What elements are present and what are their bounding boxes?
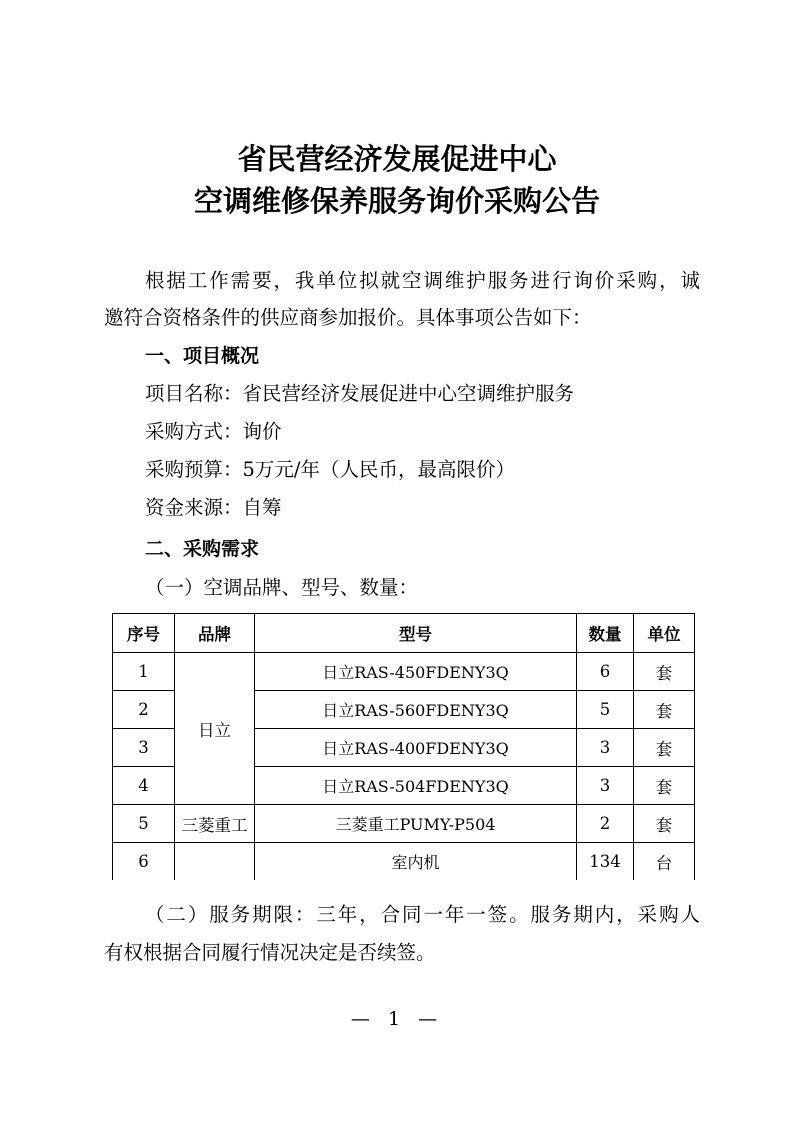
cell-model: 三菱重工PUMY-P504: [255, 805, 577, 843]
cell-no: 2: [113, 691, 175, 729]
cell-no: 3: [113, 729, 175, 767]
intro-line1: 根据工作需要，我单位拟就空调维护服务进行询价采购，诚: [145, 269, 700, 292]
aircon-table: [112, 613, 695, 880]
cell-no: 1: [113, 653, 175, 691]
procurement-budget: 采购预算：5万元/年（人民币，最高限价）: [145, 458, 515, 481]
cell-brand: [175, 843, 255, 881]
cell-unit: 套: [634, 653, 695, 691]
cell-brand: 三菱重工: [175, 805, 255, 843]
procurement-method: 采购方式：询价: [145, 420, 282, 443]
intro-line2: 邀符合资格条件的供应商参加报价。具体事项公告如下：: [104, 306, 592, 329]
section1-heading: 一、项目概况: [145, 345, 260, 367]
subsection2-line1: （二）服务期限：三年，合同一年一签。服务期内，采购人: [145, 903, 700, 926]
funding-source: 资金来源：自筹: [145, 496, 282, 519]
cell-qty: 2: [577, 805, 634, 843]
header-brand: 品牌: [175, 614, 255, 653]
header-qty: 数量: [577, 614, 634, 653]
document-title-line1: 省民营经济发展促进中心: [237, 142, 557, 176]
cell-model: 日立RAS-560FDENY3Q: [255, 691, 577, 729]
cell-no: 4: [113, 767, 175, 805]
table-row: [113, 653, 695, 691]
cell-model: 室内机: [255, 843, 577, 881]
page-number: — 1 —: [350, 1008, 444, 1030]
document-title-line2: 空调维修保养服务询价采购公告: [193, 184, 600, 218]
cell-qty: 6: [577, 653, 634, 691]
cell-unit: 套: [634, 729, 695, 767]
subsection2-line2: 有权根据合同履行情况决定是否续签。: [104, 941, 436, 964]
cell-model: 日立RAS-450FDENY3Q: [255, 653, 577, 691]
table-header-row: [113, 614, 695, 653]
cell-qty: 134: [577, 843, 634, 881]
header-model: 型号: [255, 614, 577, 653]
header-no: 序号: [113, 614, 175, 653]
cell-no: 6: [113, 843, 175, 881]
cell-unit: 套: [634, 805, 695, 843]
cell-no: 5: [113, 805, 175, 843]
cell-qty: 3: [577, 767, 634, 805]
table-row: [113, 805, 695, 843]
cell-unit: 台: [634, 843, 695, 881]
table-row: [113, 843, 695, 881]
section2-heading: 二、采购需求: [145, 538, 260, 560]
cell-model: 日立RAS-400FDENY3Q: [255, 729, 577, 767]
project-name: 项目名称：省民营经济发展促进中心空调维护服务: [145, 382, 575, 405]
cell-model: 日立RAS-504FDENY3Q: [255, 767, 577, 805]
cell-brand-merged: 日立: [175, 653, 255, 805]
cell-qty: 5: [577, 691, 634, 729]
header-unit: 单位: [634, 614, 695, 653]
cell-qty: 3: [577, 729, 634, 767]
cell-unit: 套: [634, 767, 695, 805]
subsection1-label: （一）空调品牌、型号、数量：: [145, 576, 419, 599]
cell-unit: 套: [634, 691, 695, 729]
